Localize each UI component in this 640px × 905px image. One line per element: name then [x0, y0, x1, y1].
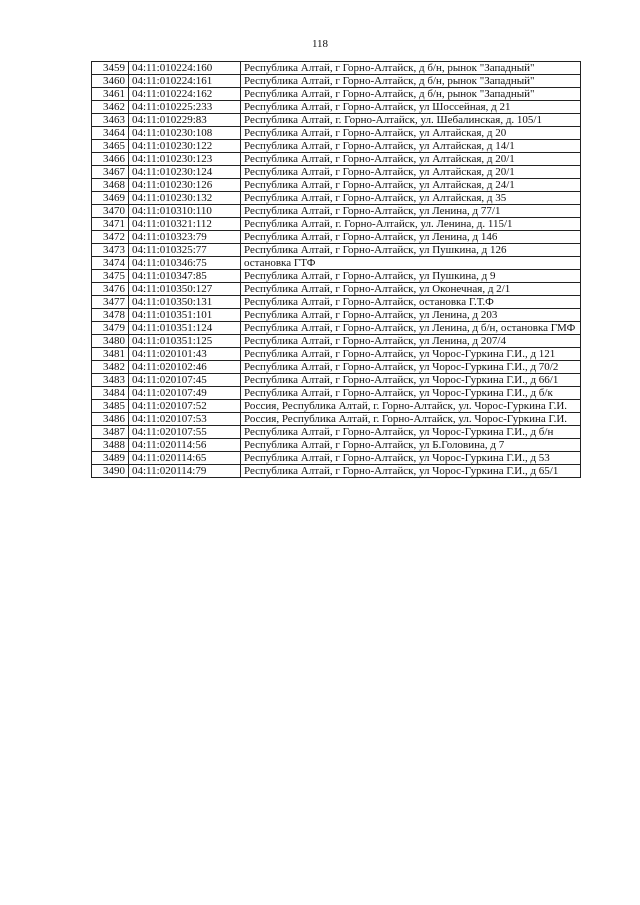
- address-cell: Республика Алтай, г Горно-Алтайск, ул Оконечная, д 2/1: [241, 283, 581, 296]
- address-cell: Россия, Республика Алтай, г. Горно-Алтайск, ул. Чорос-Гуркина Г.И.: [241, 400, 581, 413]
- row-number-cell: 3467: [92, 166, 129, 179]
- cadastral-number-cell: 04:11:010347:85: [129, 270, 241, 283]
- table-row: [92, 322, 581, 335]
- cadastral-number-cell: 04:11:020102:46: [129, 361, 241, 374]
- cadastral-number-cell: 04:11:010323:79: [129, 231, 241, 244]
- cadastral-number-cell: 04:11:010350:131: [129, 296, 241, 309]
- row-number-cell: 3477: [92, 296, 129, 309]
- address-cell: Республика Алтай, г Горно-Алтайск, ул Алтайская, д 14/1: [241, 140, 581, 153]
- table-row: [92, 179, 581, 192]
- address-cell: Республика Алтай, г. Горно-Алтайск, ул. Шебалинская, д. 105/1: [241, 114, 581, 127]
- cadastral-number-cell: 04:11:010229:83: [129, 114, 241, 127]
- table-row: [92, 192, 581, 205]
- table-row: [92, 127, 581, 140]
- address-cell: Республика Алтай, г Горно-Алтайск, ул Пушкина, д 126: [241, 244, 581, 257]
- cadastral-number-cell: 04:11:020107:55: [129, 426, 241, 439]
- table-row: [92, 465, 581, 478]
- address-cell: Республика Алтай, г Горно-Алтайск, ул Ленина, д 207/4: [241, 335, 581, 348]
- address-cell: Республика Алтай, г Горно-Алтайск, ул Ленина, д 77/1: [241, 205, 581, 218]
- row-number-cell: 3488: [92, 439, 129, 452]
- address-cell: Республика Алтай, г Горно-Алтайск, д б/н, рынок "Западный": [241, 75, 581, 88]
- table-row: [92, 439, 581, 452]
- address-cell: Республика Алтай, г Горно-Алтайск, ул Чорос-Гуркина Г.И., д б/к: [241, 387, 581, 400]
- address-cell: Республика Алтай, г Горно-Алтайск, ул Алтайская, д 20: [241, 127, 581, 140]
- row-number-cell: 3463: [92, 114, 129, 127]
- address-cell: Республика Алтай, г Горно-Алтайск, ул Чорос-Гуркина Г.И., д 70/2: [241, 361, 581, 374]
- table-row: [92, 114, 581, 127]
- table-row: [92, 387, 581, 400]
- address-cell: Республика Алтай, г Горно-Алтайск, ул Алтайская, д 20/1: [241, 153, 581, 166]
- row-number-cell: 3473: [92, 244, 129, 257]
- row-number-cell: 3468: [92, 179, 129, 192]
- table-row: [92, 270, 581, 283]
- table-row: [92, 88, 581, 101]
- row-number-cell: 3486: [92, 413, 129, 426]
- table-row: [92, 335, 581, 348]
- row-number-cell: 3475: [92, 270, 129, 283]
- cadastral-number-cell: 04:11:010230:123: [129, 153, 241, 166]
- row-number-cell: 3465: [92, 140, 129, 153]
- row-number-cell: 3460: [92, 75, 129, 88]
- row-number-cell: 3464: [92, 127, 129, 140]
- cadastral-number-cell: 04:11:020107:53: [129, 413, 241, 426]
- row-number-cell: 3471: [92, 218, 129, 231]
- cadastral-number-cell: 04:11:010325:77: [129, 244, 241, 257]
- table-row: [92, 75, 581, 88]
- address-cell: Россия, Республика Алтай, г. Горно-Алтайск, ул. Чорос-Гуркина Г.И.: [241, 413, 581, 426]
- row-number-cell: 3462: [92, 101, 129, 114]
- cadastral-number-cell: 04:11:010225:233: [129, 101, 241, 114]
- cadastral-number-cell: 04:11:010224:160: [129, 62, 241, 75]
- address-cell: Республика Алтай, г Горно-Алтайск, д б/н, рынок "Западный": [241, 62, 581, 75]
- table-row: [92, 452, 581, 465]
- cadastral-number-cell: 04:11:020107:49: [129, 387, 241, 400]
- table-row: [92, 400, 581, 413]
- row-number-cell: 3474: [92, 257, 129, 270]
- table-row: [92, 140, 581, 153]
- cadastral-number-cell: 04:11:010230:132: [129, 192, 241, 205]
- row-number-cell: 3469: [92, 192, 129, 205]
- cadastral-number-cell: 04:11:010351:124: [129, 322, 241, 335]
- row-number-cell: 3480: [92, 335, 129, 348]
- table-row: [92, 153, 581, 166]
- address-cell: Республика Алтай, г Горно-Алтайск, ул Алтайская, д 24/1: [241, 179, 581, 192]
- address-cell: Республика Алтай, г Горно-Алтайск, ул Алтайская, д 35: [241, 192, 581, 205]
- address-cell: Республика Алтай, г Горно-Алтайск, ул Б.Головина, д 7: [241, 439, 581, 452]
- address-cell: Республика Алтай, г Горно-Алтайск, д б/н, рынок "Западный": [241, 88, 581, 101]
- cadastral-number-cell: 04:11:010310:110: [129, 205, 241, 218]
- row-number-cell: 3485: [92, 400, 129, 413]
- row-number-cell: 3487: [92, 426, 129, 439]
- page-number: 118: [311, 38, 329, 50]
- row-number-cell: 3482: [92, 361, 129, 374]
- table-row: [92, 374, 581, 387]
- row-number-cell: 3484: [92, 387, 129, 400]
- table-row: [92, 218, 581, 231]
- table-row: [92, 426, 581, 439]
- table-row: [92, 348, 581, 361]
- address-cell: Республика Алтай, г Горно-Алтайск, ул Чорос-Гуркина Г.И., д 53: [241, 452, 581, 465]
- address-cell: Республика Алтай, г. Горно-Алтайск, ул. Ленина, д. 115/1: [241, 218, 581, 231]
- table-row: [92, 205, 581, 218]
- address-cell: Республика Алтай, г Горно-Алтайск, ул Чорос-Гуркина Г.И., д б/н: [241, 426, 581, 439]
- row-number-cell: 3466: [92, 153, 129, 166]
- address-cell: Республика Алтай, г Горно-Алтайск, ул Алтайская, д 20/1: [241, 166, 581, 179]
- cadastral-number-cell: 04:11:010230:124: [129, 166, 241, 179]
- address-cell: Республика Алтай, г Горно-Алтайск, ул Ленина, д 146: [241, 231, 581, 244]
- table-row: [92, 413, 581, 426]
- row-number-cell: 3479: [92, 322, 129, 335]
- row-number-cell: 3476: [92, 283, 129, 296]
- cadastral-number-cell: 04:11:010351:101: [129, 309, 241, 322]
- table-row: [92, 231, 581, 244]
- cadastral-number-cell: 04:11:020114:56: [129, 439, 241, 452]
- address-cell: Республика Алтай, г Горно-Алтайск, ул Чорос-Гуркина Г.И., д 65/1: [241, 465, 581, 478]
- address-cell: Республика Алтай, г Горно-Алтайск, ул Чорос-Гуркина Г.И., д 66/1: [241, 374, 581, 387]
- table-row: [92, 62, 581, 75]
- table-row: [92, 244, 581, 257]
- address-cell: Республика Алтай, г Горно-Алтайск, ул Шоссейная, д 21: [241, 101, 581, 114]
- row-number-cell: 3472: [92, 231, 129, 244]
- address-cell: Республика Алтай, г Горно-Алтайск, ул Ленина, д 203: [241, 309, 581, 322]
- cadastral-number-cell: 04:11:010224:161: [129, 75, 241, 88]
- address-cell: Республика Алтай, г Горно-Алтайск, ул Чорос-Гуркина Г.И., д 121: [241, 348, 581, 361]
- table-row: [92, 257, 581, 270]
- cadastral-number-cell: 04:11:020101:43: [129, 348, 241, 361]
- table-row: [92, 296, 581, 309]
- registry-table-body: [92, 62, 581, 478]
- registry-table: [91, 61, 581, 478]
- row-number-cell: 3461: [92, 88, 129, 101]
- row-number-cell: 3481: [92, 348, 129, 361]
- cadastral-number-cell: 04:11:020107:45: [129, 374, 241, 387]
- cadastral-number-cell: 04:11:010224:162: [129, 88, 241, 101]
- table-row: [92, 101, 581, 114]
- address-cell: Республика Алтай, г Горно-Алтайск, ул Пушкина, д 9: [241, 270, 581, 283]
- cadastral-number-cell: 04:11:010351:125: [129, 335, 241, 348]
- cadastral-number-cell: 04:11:020114:79: [129, 465, 241, 478]
- address-cell: остановка ГТФ: [241, 257, 581, 270]
- address-cell: Республика Алтай, г Горно-Алтайск, остановка Г.Т.Ф: [241, 296, 581, 309]
- row-number-cell: 3478: [92, 309, 129, 322]
- row-number-cell: 3483: [92, 374, 129, 387]
- cadastral-number-cell: 04:11:010230:126: [129, 179, 241, 192]
- cadastral-number-cell: 04:11:020107:52: [129, 400, 241, 413]
- table-row: [92, 283, 581, 296]
- row-number-cell: 3489: [92, 452, 129, 465]
- row-number-cell: 3459: [92, 62, 129, 75]
- table-row: [92, 361, 581, 374]
- table-row: [92, 166, 581, 179]
- cadastral-number-cell: 04:11:010346:75: [129, 257, 241, 270]
- cadastral-number-cell: 04:11:010230:122: [129, 140, 241, 153]
- cadastral-number-cell: 04:11:010350:127: [129, 283, 241, 296]
- cadastral-number-cell: 04:11:020114:65: [129, 452, 241, 465]
- cadastral-number-cell: 04:11:010230:108: [129, 127, 241, 140]
- row-number-cell: 3470: [92, 205, 129, 218]
- table-row: [92, 309, 581, 322]
- cadastral-number-cell: 04:11:010321:112: [129, 218, 241, 231]
- row-number-cell: 3490: [92, 465, 129, 478]
- address-cell: Республика Алтай, г Горно-Алтайск, ул Ленина, д б/н, остановка ГМФ: [241, 322, 581, 335]
